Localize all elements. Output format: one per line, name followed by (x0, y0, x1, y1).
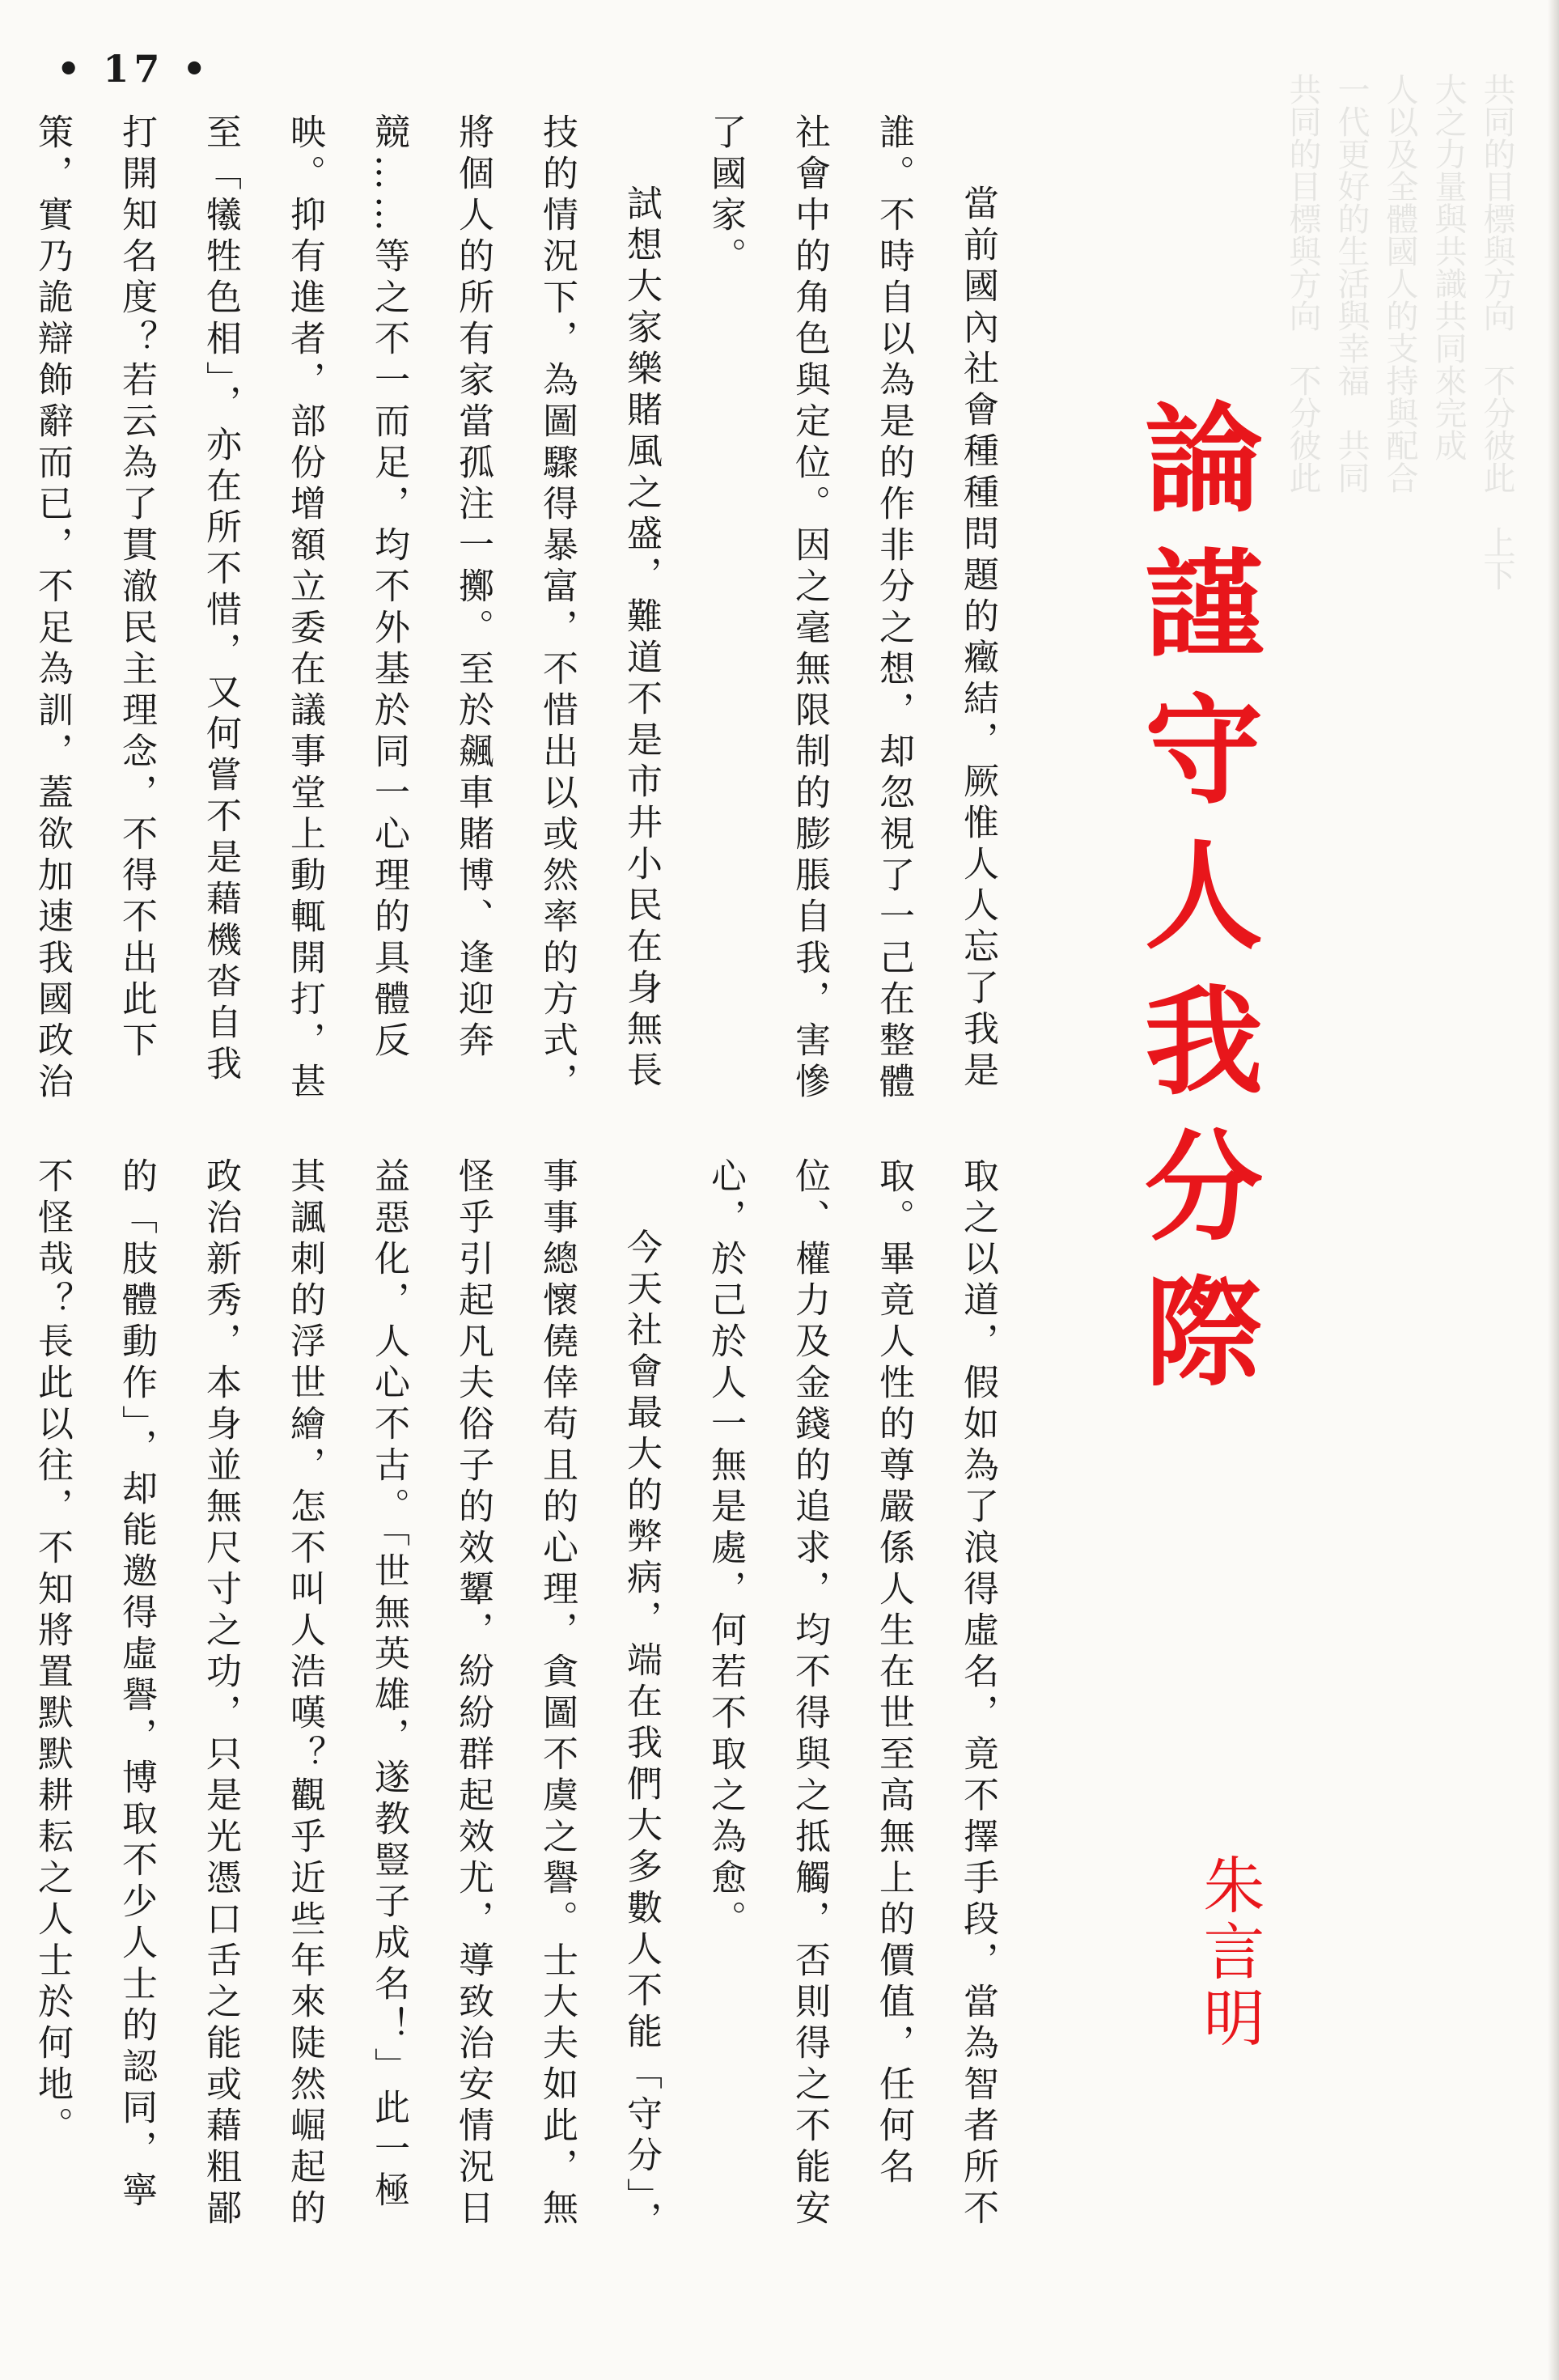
paragraph: 當前國內社會種種問題的癥結，厥惟人人忘了我是誰。不時自以為是的作非分之想，却忽視了一己在整體社會中的角色與定位。因之毫無限制的膨脹自我，害慘了國家。 (705, 113, 998, 1104)
paragraph-continued: 取之以道，假如為了浪得虛名，竟不擇手段，當為智者所不取。畢竟人性的尊嚴係人生在世至高無上的價值，任何名位、權力及金錢的追求，均不得與之抵觸，否則得之不能安心，於己於人一無是處，何若不取之為愈。 (705, 1157, 998, 2230)
paragraph (0, 1157, 10, 2250)
article-author: 朱言明 (1193, 1853, 1265, 2052)
page-number: • 17 • (57, 47, 211, 91)
scan-edge-shadow (1548, 0, 1559, 2380)
body-text-bottom (32, 1157, 1019, 2250)
article-title: 論謹守人我分際 (1125, 397, 1262, 1416)
show-through-text: 共同的目標與方向 不分彼此 上下 大之力量與共識共同來完成 人以及全體國人的支持與配合 一代更好的生活與幸福 共同 共同的目標與方向 不分彼此 (1284, 73, 1515, 591)
paragraph: 今天社會最大的弊病，端在我們大多數人不能「守分」，事事總懷僥倖苟且的心理，貪圖不虞之譽。士大夫如此，無怪乎引起凡夫俗子的效顰，紛紛群起效尤，導致治安情況日益惡化，人心不古。「世無英雄，遂教豎子成名！」此一極其諷刺的浮世繪，怎不叫人浩嘆？觀乎近些年來陡然崛起的政治新秀，本身並無尺寸之功，只是光憑口舌之能或藉粗鄙的「肢體動作」，却能邀得虛譽，博取不少人士的認同，寧不怪哉？長此以往，不知將置默默耕耘之人士於何地。 (32, 1157, 662, 2242)
paragraph: 試想大家樂賭風之盛，難道不是市井小民在身無長技的情況下，為圖驟得暴富，不惜出以或然率的方式，將個人的所有家當孤注一擲。至於飆車賭博、逢迎奔競……等之不一而足，均不外基於同一心理的具體反映。抑有進者，部份增額立委在議事堂上動輒開打，甚至「犧牲色相」，亦在所不惜，又何嘗不是藉機沓自我打開知名度？若云為了貫澈民主理念，不得不出此下策，實乃詭辯飾辭而已，不足為訓，蓋欲加速我國政治 (32, 113, 662, 1104)
body-text-top (32, 113, 1019, 1125)
